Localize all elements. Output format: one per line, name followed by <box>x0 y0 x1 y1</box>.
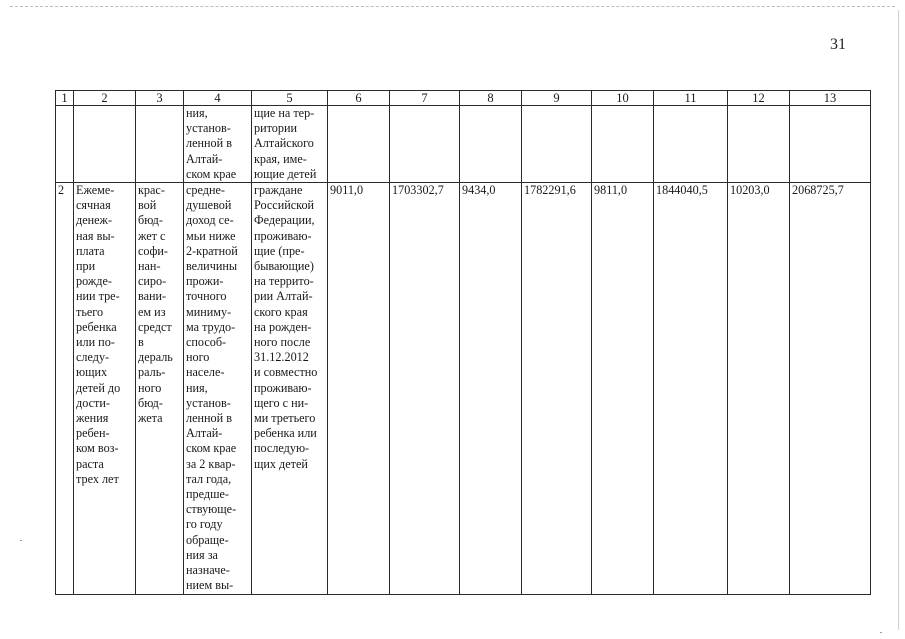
cell-text-line: ском крае <box>186 441 237 456</box>
cell-text-line: 2-кратной <box>186 243 238 258</box>
cell-text-line: последую- <box>254 441 310 456</box>
scan-speck <box>20 540 22 541</box>
cell-text-line: вани- <box>138 289 167 304</box>
cell-text-line: за 2 квар- <box>186 456 236 471</box>
cell-text-line: трех лет <box>76 471 119 486</box>
cell-text-line: ребен- <box>76 426 110 441</box>
recipients-continuation-cell <box>252 106 328 183</box>
cell-text-line: миниму- <box>186 304 232 319</box>
cell-text-line: ленной в <box>186 411 232 426</box>
cell-text-line: средне- <box>186 183 225 198</box>
cell-text-line: щего с ни- <box>254 395 309 410</box>
cell-text-line: сиро- <box>138 274 167 289</box>
cell-text-line: вой <box>138 198 157 213</box>
cell-text-line: доход се- <box>186 213 234 228</box>
table-cell <box>728 106 790 183</box>
cell-text-line: проживаю- <box>254 228 312 243</box>
cell-text-line: ного после <box>254 335 311 350</box>
header-cell: 13 <box>790 91 871 106</box>
criteria-continuation-cell <box>184 106 252 183</box>
header-cell: 7 <box>390 91 460 106</box>
cell-text-line: или по- <box>76 335 115 350</box>
recipients-cell <box>252 183 328 594</box>
cell-text-line: на террито- <box>254 274 314 289</box>
cell-text-line: ком воз- <box>76 441 119 456</box>
cell-text-line: плата <box>76 243 105 258</box>
cell-text-line: го году <box>186 517 223 532</box>
cell-text-line: Алтай- <box>186 151 223 166</box>
header-cell: 2 <box>74 91 136 106</box>
header-cell: 11 <box>654 91 728 106</box>
table-row-continuation <box>56 106 871 183</box>
cell-text-line: бывающие) <box>254 259 314 274</box>
header-cell: 8 <box>460 91 522 106</box>
table-cell <box>74 106 136 183</box>
cell-text-line: и совместно <box>254 365 318 380</box>
cell-text-line: душевой <box>186 198 232 213</box>
cell-text-line: точного <box>186 289 227 304</box>
cell-text-line: при <box>76 259 96 274</box>
cell-text-line: ма трудо- <box>186 319 236 334</box>
table-cell <box>592 106 654 183</box>
cell-text-line: крас- <box>138 183 165 198</box>
cell-text-line: ющих <box>76 365 108 380</box>
cell-text-line: тьего <box>76 304 104 319</box>
cell-text-line: нии тре- <box>76 289 120 304</box>
cell-text-line: ском крае <box>186 166 237 181</box>
cell-text-line: обраще- <box>186 532 229 547</box>
cell-text-line: Российской <box>254 198 315 213</box>
table-cell <box>460 106 522 183</box>
scan-right-edge <box>898 10 899 630</box>
cell-text-line: следу- <box>76 350 110 365</box>
cell-text-line: жения <box>76 411 109 426</box>
table-cell <box>56 106 74 183</box>
cell-text-line: установ- <box>186 121 231 136</box>
cell-text-line: Федерации, <box>254 213 315 228</box>
header-cell: 4 <box>184 91 252 106</box>
cell-text-line: щих детей <box>254 456 308 471</box>
eligibility-criteria-cell <box>184 183 252 594</box>
cell-text-line: установ- <box>186 395 231 410</box>
cell-text-line: софи- <box>138 243 168 258</box>
cell-text-line: ного <box>138 380 162 395</box>
table-cell <box>654 106 728 183</box>
value-cell-col11: 1844040,5 <box>654 183 728 594</box>
cell-text-line: детей до <box>76 380 121 395</box>
value-cell-col10: 9811,0 <box>592 183 654 594</box>
header-cell: 10 <box>592 91 654 106</box>
cell-text-line: нан- <box>138 259 161 274</box>
cell-text-line: Алтай- <box>186 426 223 441</box>
table-cell <box>328 106 390 183</box>
value-cell-col12: 10203,0 <box>728 183 790 594</box>
cell-text-line: ленной в <box>186 136 232 151</box>
cell-text-line: прожи- <box>186 274 224 289</box>
cell-text-line: в <box>138 335 144 350</box>
cell-text-line: жета <box>138 411 163 426</box>
table-cell <box>136 106 184 183</box>
scan-speck <box>880 632 882 633</box>
cell-text-line: способ- <box>186 335 227 350</box>
cell-text-line: 31.12.2012 <box>254 350 309 365</box>
cell-text-line: бюд- <box>138 213 163 228</box>
cell-text-line: Алтайского <box>254 136 314 151</box>
cell-text-line: дераль <box>138 350 173 365</box>
table-header-row <box>56 91 871 106</box>
table-cell <box>790 106 871 183</box>
cell-text-line: граждане <box>254 183 303 198</box>
cell-text-line: на рожден- <box>254 319 312 334</box>
cell-text-line: щие (пре- <box>254 243 305 258</box>
table-cell <box>390 106 460 183</box>
cell-text-line: сячная <box>76 198 111 213</box>
cell-text-line: щие на тер- <box>254 106 315 120</box>
cell-text-line: мьи ниже <box>186 228 236 243</box>
cell-text-line: денеж- <box>76 213 113 228</box>
header-cell: 6 <box>328 91 390 106</box>
cell-text-line: края, име- <box>254 151 307 166</box>
cell-text-line: ребенка или <box>254 426 317 441</box>
cell-text-line: нием вы- <box>186 578 234 593</box>
row-number-cell: 2 <box>56 183 74 594</box>
cell-text-line: дости- <box>76 395 110 410</box>
header-cell: 9 <box>522 91 592 106</box>
cell-text-line: населе- <box>186 365 225 380</box>
value-cell-col6: 9011,0 <box>328 183 390 594</box>
cell-text-line: величины <box>186 259 238 274</box>
scan-top-edge <box>10 6 895 7</box>
value-cell-col13: 2068725,7 <box>790 183 871 594</box>
cell-text-line: рожде- <box>76 274 112 289</box>
cell-text-line: ного <box>186 350 210 365</box>
cell-text-line: тал года, <box>186 471 232 486</box>
cell-text-line: раста <box>76 456 104 471</box>
header-cell: 12 <box>728 91 790 106</box>
cell-text-line: ния, <box>186 380 208 395</box>
cell-text-line: ющие детей <box>254 166 317 181</box>
cell-text-line: ния за <box>186 547 218 562</box>
header-cell: 5 <box>252 91 328 106</box>
value-cell-col8: 9434,0 <box>460 183 522 594</box>
cell-text-line: назначе- <box>186 563 230 578</box>
cell-text-line: бюд- <box>138 395 163 410</box>
cell-text-line: жет с <box>138 228 166 243</box>
table-row <box>56 183 871 594</box>
cell-text-line: ем из <box>138 304 166 319</box>
cell-text-line: рии Алтай- <box>254 289 313 304</box>
cell-text-line: Ежеме- <box>76 183 115 198</box>
cell-text-line: ритории <box>254 121 298 136</box>
page-number: 31 <box>830 36 846 53</box>
funding-source-cell <box>136 183 184 594</box>
cell-text-line: ми третьего <box>254 411 316 426</box>
cell-text-line: проживаю- <box>254 380 312 395</box>
cell-text-line: ребенка <box>76 319 117 334</box>
value-cell-col7: 1703302,7 <box>390 183 460 594</box>
cell-text-line: ского края <box>254 304 308 319</box>
cell-text-line: ствующе- <box>186 502 237 517</box>
value-cell-col9: 1782291,6 <box>522 183 592 594</box>
cell-text-line: ная вы- <box>76 228 115 243</box>
header-cell: 1 <box>56 91 74 106</box>
table-cell <box>522 106 592 183</box>
cell-text-line: ния, <box>186 106 208 120</box>
measure-name-cell <box>74 183 136 594</box>
cell-text-line: средст <box>138 319 172 334</box>
cell-text-line: предше- <box>186 487 229 502</box>
cell-text-line: раль- <box>138 365 166 380</box>
budget-table <box>55 90 871 595</box>
header-cell: 3 <box>136 91 184 106</box>
